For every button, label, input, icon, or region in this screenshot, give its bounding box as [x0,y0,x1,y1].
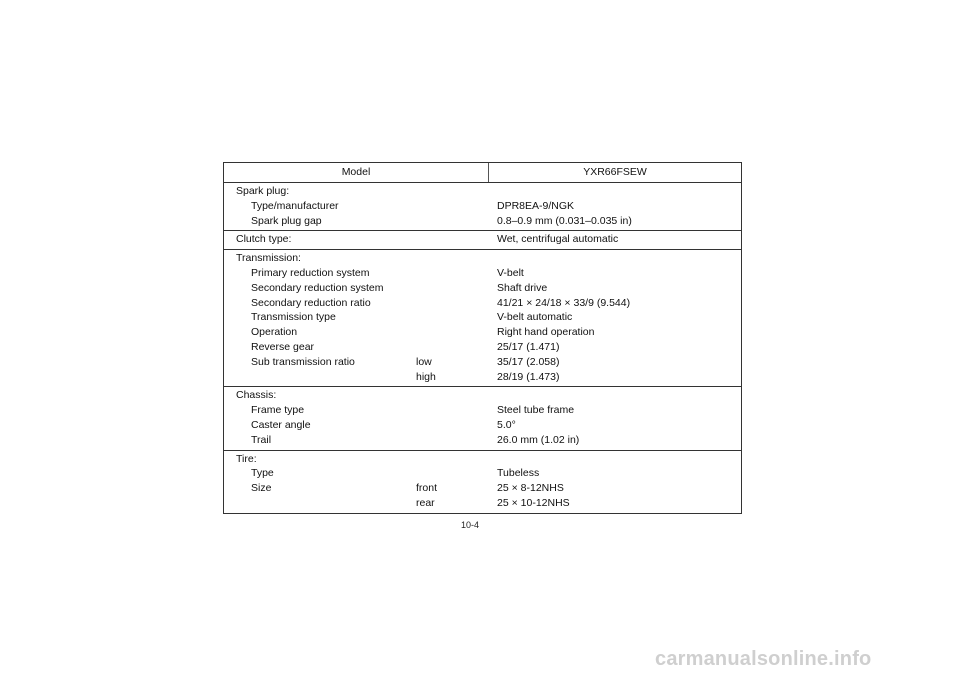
spec-sublabel [405,466,488,481]
spec-label: Secondary reduction ratio [251,296,371,309]
table-row [224,370,741,385]
spec-sublabel [405,251,488,266]
spec-value: Shaft drive [497,281,548,294]
spec-sublabel [405,281,488,296]
spec-value [488,251,741,266]
spec-sublabel [405,232,488,247]
table-body [224,183,741,513]
table-row [224,496,741,511]
table-row [224,325,741,340]
spec-value: 35/17 (2.058) [497,355,560,368]
table-row [224,388,741,403]
spec-sublabel [405,418,488,433]
spec-sublabel [405,388,488,403]
spec-sublabel [405,266,488,281]
spec-label [224,370,405,385]
table-row [224,214,741,229]
spec-sublabel [405,325,488,340]
spec-value: 26.0 mm (1.02 in) [497,433,580,446]
spec-value: V-belt [497,266,524,279]
spec-label [224,496,405,511]
spec-label: Spark plug gap [251,214,322,227]
spec-sublabel [405,403,488,418]
spec-value [488,184,741,199]
spec-value: 28/19 (1.473) [497,370,560,383]
spec-label: Clutch type: [236,233,292,246]
table-row [224,281,741,296]
table-row [224,184,741,199]
table-row [224,466,741,481]
spec-value: V-belt automatic [497,311,573,324]
spec-label: Transmission: [236,252,301,265]
spec-label: Sub transmission ratio [251,355,355,368]
spec-value [488,388,741,403]
spec-sublabel: front [416,482,438,495]
spec-value: Wet, centrifugal automatic [497,233,619,246]
table-row [224,310,741,325]
spec-value: 25 × 8-12NHS [497,482,564,495]
spec-label: Chassis: [236,389,277,402]
table-row [224,403,741,418]
spec-value: 25 × 10-12NHS [497,496,570,509]
spec-label: Primary reduction system [251,266,370,279]
spec-label: Type [251,467,274,480]
table-row [224,418,741,433]
table-section [224,231,741,250]
spec-sublabel: rear [416,496,435,509]
spec-sublabel [405,199,488,214]
table-row [224,355,741,370]
spec-label: Transmission type [251,311,336,324]
spec-value: Steel tube frame [497,404,575,417]
spec-value: DPR8EA-9/NGK [497,199,575,212]
spec-label: Reverse gear [251,340,315,353]
header-model-label: Model [224,163,489,182]
spec-sublabel [405,452,488,467]
table-section [224,250,741,387]
header-model-value: YXR66FSEW [583,166,647,179]
spec-label: Frame type [251,404,305,417]
table-header [224,163,741,183]
spec-value: 0.8–0.9 mm (0.031–0.035 in) [497,214,632,227]
spec-value: 25/17 (1.471) [497,340,560,353]
spec-label: Tire: [236,452,257,465]
spec-value [488,452,741,467]
spec-value: Tubeless [497,467,540,480]
spec-label: Spark plug: [236,185,290,197]
spec-value: Right hand operation [497,326,595,339]
table-row [224,266,741,281]
watermark: carmanualsonline.info [655,648,872,670]
spec-label: Caster angle [251,418,311,431]
table-section [224,387,741,450]
spec-label: Type/manufacturer [251,199,339,212]
page-number: 10-4 [461,520,480,530]
table-row [224,296,741,311]
table-section [224,183,741,231]
spec-label: Trail [251,433,272,446]
spec-table [223,162,742,514]
spec-sublabel [405,184,488,199]
spec-sublabel [405,296,488,311]
table-row [224,340,741,355]
table-row [224,199,741,214]
spec-sublabel [405,433,488,448]
spec-value: 41/21 × 24/18 × 33/9 (9.544) [497,296,631,309]
spec-sublabel: low [416,355,432,368]
spec-value: 5.0° [497,418,516,431]
spec-label: Secondary reduction system [251,281,384,294]
spec-label: Size [251,482,272,495]
table-row [224,481,741,496]
spec-sublabel [405,310,488,325]
spec-sublabel [405,214,488,229]
spec-sublabel [405,340,488,355]
table-row [224,433,741,448]
table-row [224,251,741,266]
table-row [224,232,741,247]
table-section [224,451,741,513]
table-row [224,452,741,467]
spec-label: Operation [251,326,298,339]
spec-sublabel: high [416,370,436,383]
